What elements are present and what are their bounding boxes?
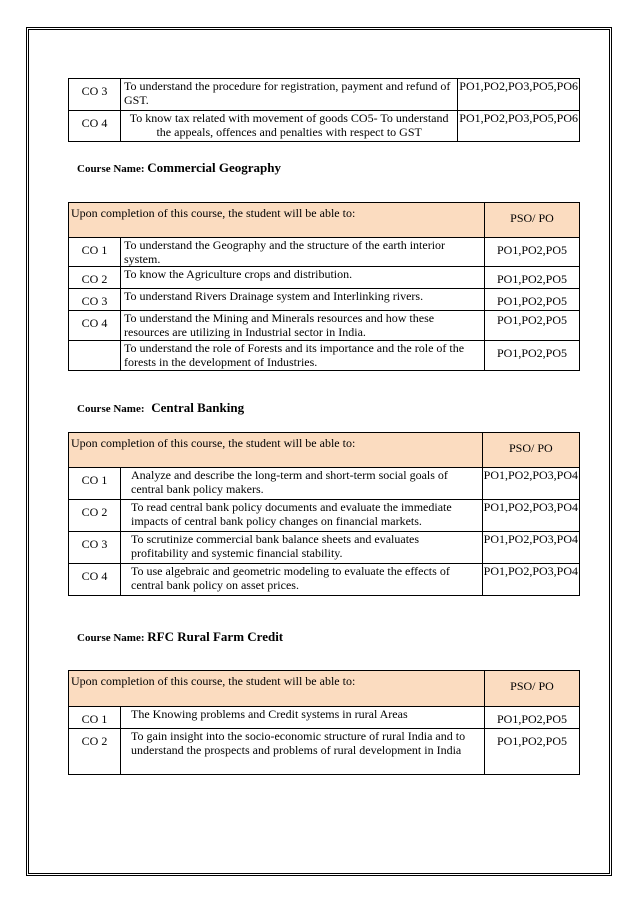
outcome-text: Analyze and describe the long-term and short-term social goals of central bank policy makers. bbox=[121, 468, 483, 500]
po-cell: PO1,PO2,PO3,PO4 bbox=[482, 500, 579, 532]
co-cell: CO 3 bbox=[69, 79, 121, 111]
outcome-text: To scrutinize commercial bank balance sheets and evaluates profitability and systemic financial stability. bbox=[121, 532, 483, 564]
course-heading bbox=[77, 160, 281, 176]
outcome-text: To use algebraic and geometric modeling to evaluate the effects of central bank policy on asset prices. bbox=[121, 564, 483, 596]
table-row bbox=[69, 289, 580, 311]
outcome-text: To gain insight into the socio-economic structure of rural India and to understand the prospects and problems of rural development in India bbox=[121, 729, 485, 775]
header-text: Upon completion of this course, the student will be able to: bbox=[69, 203, 485, 238]
co-cell bbox=[69, 341, 121, 371]
table-header bbox=[69, 203, 580, 238]
po-cell: PO1,PO2,PO5 bbox=[485, 311, 580, 341]
po-cell: PO1,PO2,PO5 bbox=[485, 267, 580, 289]
outcome-text: To understand the Geography and the structure of the earth interior system. bbox=[121, 238, 485, 267]
course-title: RFC Rural Farm Credit bbox=[147, 629, 284, 644]
po-cell: PO1,PO2,PO3,PO4 bbox=[482, 468, 579, 500]
header-text: Upon completion of this course, the student will be able to: bbox=[69, 671, 485, 707]
po-cell: PO1,PO2,PO5 bbox=[485, 238, 580, 267]
course-label: Course Name: bbox=[77, 163, 145, 175]
po-cell: PO1,PO2,PO3,PO5,PO6 bbox=[458, 79, 580, 111]
table-row bbox=[69, 707, 580, 729]
co-cell: CO 2 bbox=[69, 729, 121, 775]
table-header bbox=[69, 671, 580, 707]
course-label: Course Name: bbox=[77, 403, 145, 415]
table-row bbox=[69, 79, 580, 111]
po-cell: PO1,PO2,PO3,PO5,PO6 bbox=[458, 111, 580, 142]
co-cell: CO 1 bbox=[69, 707, 121, 729]
outcome-text: To understand the role of Forests and its importance and the role of the forests in the development of Industries. bbox=[121, 341, 485, 371]
table-row bbox=[69, 341, 580, 371]
outcome-text: To read central bank policy documents and evaluate the immediate impacts of central bank policy changes on financial markets. bbox=[121, 500, 483, 532]
header-text: Upon completion of this course, the student will be able to: bbox=[69, 433, 483, 468]
table-row bbox=[69, 532, 580, 564]
course-title: Central Banking bbox=[151, 400, 245, 415]
prev-course-table bbox=[68, 78, 580, 142]
header-po: PSO/ PO bbox=[485, 671, 580, 707]
table-header bbox=[69, 433, 580, 468]
course-table bbox=[68, 432, 580, 596]
table-row bbox=[69, 267, 580, 289]
outcome-text: The Knowing problems and Credit systems in rural Areas bbox=[121, 707, 485, 729]
outcome-text: To know tax related with movement of goods CO5- To understand the appeals, offences and penalties with respect to GST bbox=[121, 111, 458, 142]
table-row bbox=[69, 238, 580, 267]
outcome-text: To know the Agriculture crops and distribution. bbox=[121, 267, 485, 289]
co-cell: CO 1 bbox=[69, 238, 121, 267]
table-row bbox=[69, 500, 580, 532]
course-label: Course Name: bbox=[77, 632, 145, 644]
co-cell: CO 4 bbox=[69, 564, 121, 596]
table-row bbox=[69, 311, 580, 341]
table-row bbox=[69, 729, 580, 775]
table-row bbox=[69, 111, 580, 142]
co-cell: CO 2 bbox=[69, 267, 121, 289]
po-cell: PO1,PO2,PO5 bbox=[485, 341, 580, 371]
header-po: PSO/ PO bbox=[485, 203, 580, 238]
po-cell: PO1,PO2,PO3,PO4 bbox=[482, 532, 579, 564]
course-title: Commercial Geography bbox=[147, 160, 281, 175]
outcome-text: To understand Rivers Drainage system and Interlinking rivers. bbox=[121, 289, 485, 311]
po-cell: PO1,PO2,PO3,PO4 bbox=[482, 564, 579, 596]
course-heading bbox=[77, 400, 244, 416]
co-cell: CO 4 bbox=[69, 311, 121, 341]
course-table bbox=[68, 202, 580, 371]
co-cell: CO 3 bbox=[69, 532, 121, 564]
co-cell: CO 2 bbox=[69, 500, 121, 532]
course-table bbox=[68, 670, 580, 775]
outcome-text: To understand the Mining and Minerals resources and how these resources are utilizing in Industrial sector in India. bbox=[121, 311, 485, 341]
outcome-text: To understand the procedure for registration, payment and refund of GST. bbox=[121, 79, 458, 111]
co-cell: CO 4 bbox=[69, 111, 121, 142]
table-row bbox=[69, 468, 580, 500]
table-row bbox=[69, 564, 580, 596]
po-cell: PO1,PO2,PO5 bbox=[485, 289, 580, 311]
co-cell: CO 3 bbox=[69, 289, 121, 311]
co-cell: CO 1 bbox=[69, 468, 121, 500]
course-heading bbox=[77, 629, 283, 645]
po-cell: PO1,PO2,PO5 bbox=[485, 729, 580, 775]
po-cell: PO1,PO2,PO5 bbox=[485, 707, 580, 729]
header-po: PSO/ PO bbox=[482, 433, 579, 468]
